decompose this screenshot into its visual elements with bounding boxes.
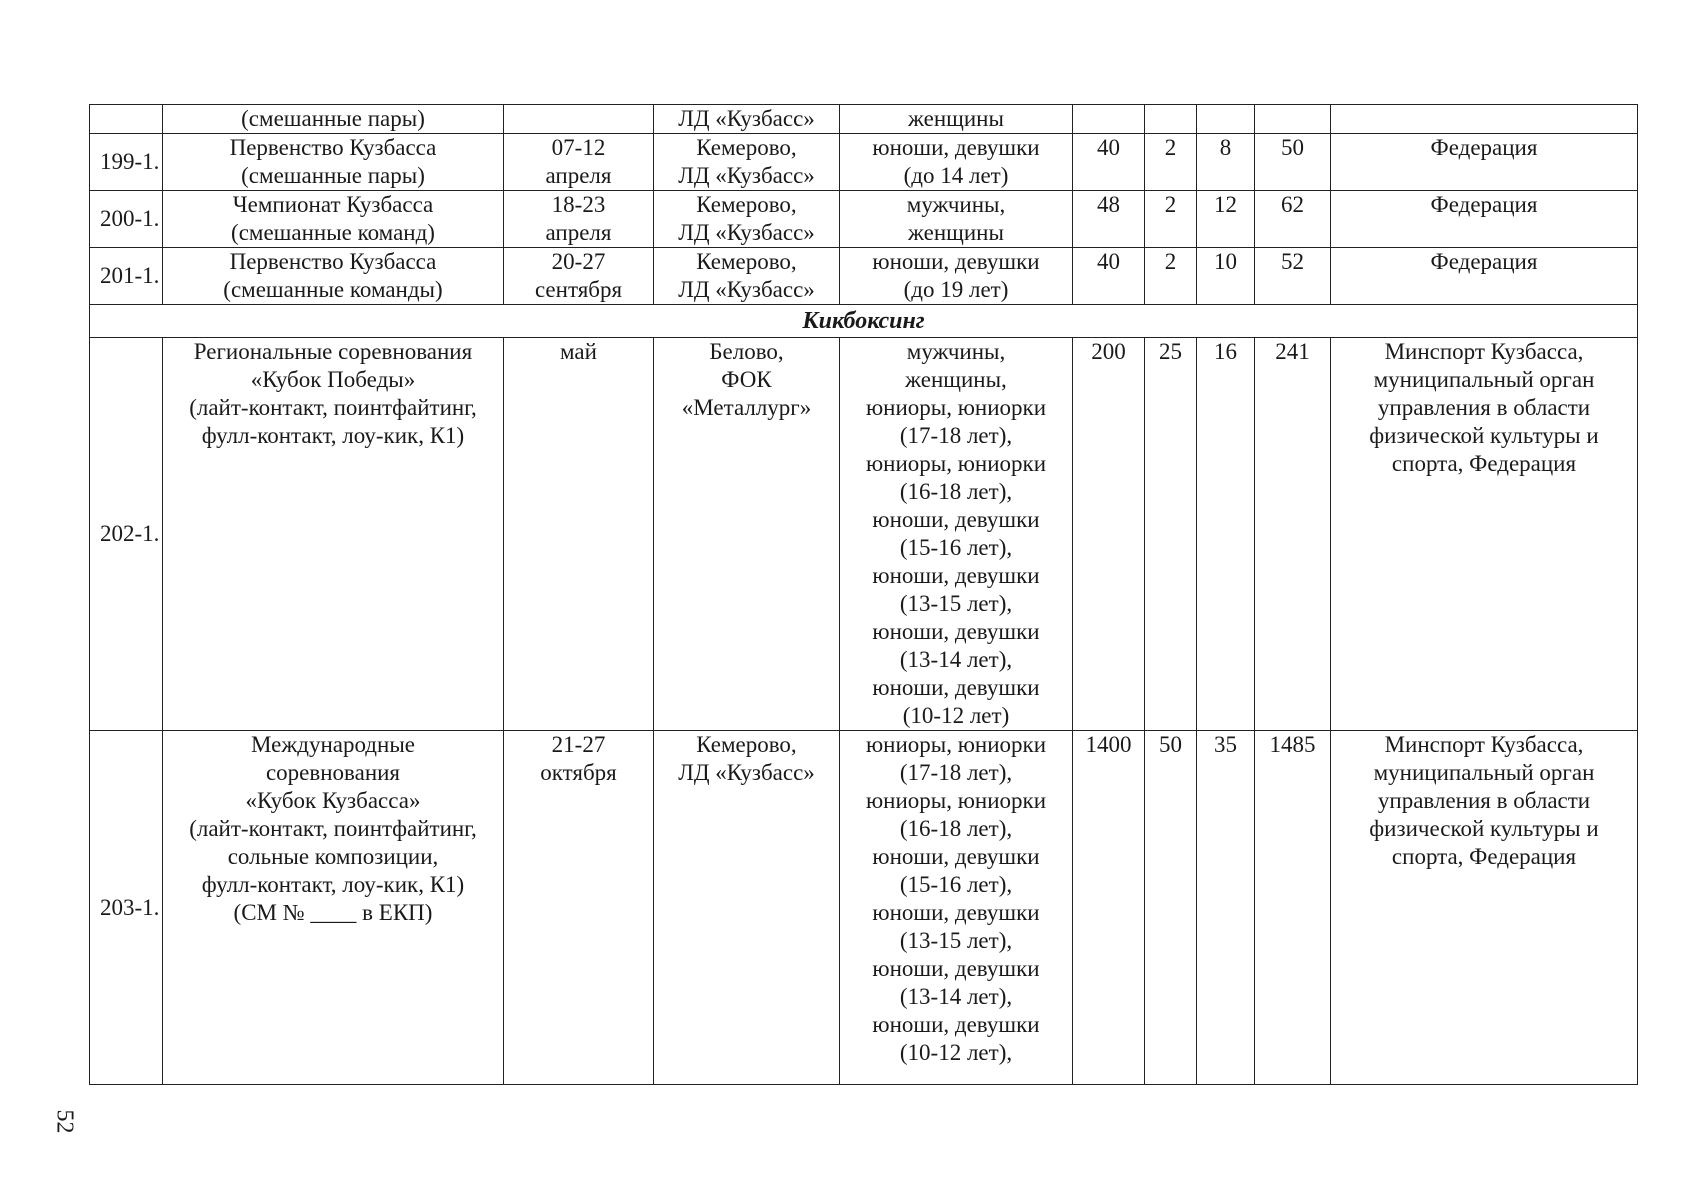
event-participants: юноши, девушки (до 14 лет) [840,134,1073,191]
event-organizer: Федерация [1331,134,1638,191]
event-organizer: Минспорт Кузбасса, муниципальный орган управления в области физической культуры и спорта, Федерация [1331,731,1638,1085]
event-participants: мужчины, женщины [840,191,1073,248]
events-table-body [90,105,1638,1085]
coaches-count: 35 [1197,731,1255,1085]
judges-count: 2 [1145,191,1197,248]
event-venue: Кемерово, ЛД «Кузбасс» [654,134,840,191]
event-dates: 20-27 сентября [504,248,654,305]
row-number: 199-1. [90,134,163,191]
section-title: Кикбоксинг [90,305,1638,338]
section-row [90,305,1638,338]
event-name: Международные соревнования «Кубок Кузбасса» (лайт-контакт, поинтфайтинг, сольные композиции, фулл-контакт, лоу-кик, К1) (СМ № ____ в ЕКП) [163,731,504,1085]
event-name: Первенство Кузбасса (смешанные команды) [163,248,504,305]
event-venue: Кемерово, ЛД «Кузбасс» [654,731,840,1085]
event-venue: Белово, ФОК «Металлург» [654,338,840,731]
participants-count: 40 [1073,248,1145,305]
page-number: 52 [51,1109,78,1134]
event-dates: 07-12 апреля [504,134,654,191]
row-number: 203-1. [90,731,163,1085]
table-row [90,248,1638,305]
event-venue: Кемерово, ЛД «Кузбасс» [654,248,840,305]
event-dates: май [504,338,654,731]
event-name: Первенство Кузбасса (смешанные пары) [163,134,504,191]
event-participants: мужчины, женщины, юниоры, юниорки (17-18 лет), юниоры, юниорки (16-18 лет), юноши, девушки (15-16 лет), юноши, девушки (13-15 лет), юноши, девушки (13-14 лет), юноши, девушки (10-12 лет) [840,338,1073,731]
coaches-count: 16 [1197,338,1255,731]
coaches-count: 10 [1197,248,1255,305]
total-count: 62 [1255,191,1331,248]
table-row [90,191,1638,248]
row-number [90,105,163,134]
table-row [90,134,1638,191]
participants-count: 40 [1073,134,1145,191]
participants-count: 200 [1073,338,1145,731]
total-count: 52 [1255,248,1331,305]
event-name: (смешанные пары) [163,105,504,134]
event-venue: Кемерово, ЛД «Кузбасс» [654,191,840,248]
table-row [90,731,1638,1085]
coaches-count: 8 [1197,134,1255,191]
total-count: 50 [1255,134,1331,191]
total-count: 241 [1255,338,1331,731]
event-venue: ЛД «Кузбасс» [654,105,840,134]
judges-count [1145,105,1197,134]
judges-count: 25 [1145,338,1197,731]
event-participants: юноши, девушки (до 19 лет) [840,248,1073,305]
participants-count: 48 [1073,191,1145,248]
event-name: Чемпионат Кузбасса (смешанные команд) [163,191,504,248]
row-number: 202-1. [90,338,163,731]
coaches-count: 12 [1197,191,1255,248]
table-row [90,105,1638,134]
judges-count: 50 [1145,731,1197,1085]
table-row [90,338,1638,731]
judges-count: 2 [1145,248,1197,305]
events-table [89,104,1638,1085]
event-name: Региональные соревнования «Кубок Победы» (лайт-контакт, поинтфайтинг, фулл-контакт, лоу-кик, К1) [163,338,504,731]
total-count: 1485 [1255,731,1331,1085]
row-number: 201-1. [90,248,163,305]
event-dates [504,105,654,134]
participants-count [1073,105,1145,134]
event-organizer: Федерация [1331,191,1638,248]
event-dates: 18-23 апреля [504,191,654,248]
row-number: 200-1. [90,191,163,248]
event-organizer: Минспорт Кузбасса, муниципальный орган управления в области физической культуры и спорта, Федерация [1331,338,1638,731]
event-organizer: Федерация [1331,248,1638,305]
event-dates: 21-27 октября [504,731,654,1085]
participants-count: 1400 [1073,731,1145,1085]
event-participants: юниоры, юниорки (17-18 лет), юниоры, юниорки (16-18 лет), юноши, девушки (15-16 лет), юноши, девушки (13-15 лет), юноши, девушки (13-14 лет), юноши, девушки (10-12 лет), [840,731,1073,1085]
judges-count: 2 [1145,134,1197,191]
event-organizer [1331,105,1638,134]
total-count [1255,105,1331,134]
event-participants: женщины [840,105,1073,134]
coaches-count [1197,105,1255,134]
